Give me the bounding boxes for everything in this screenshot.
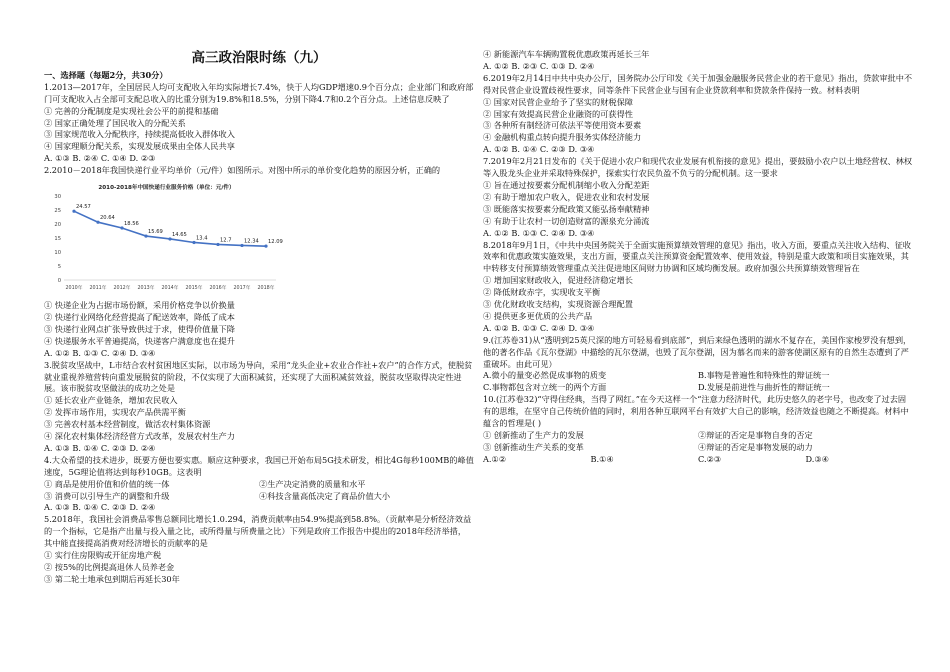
answer-c: C.②③ [698,453,722,464]
answer-b: B.①④ [590,453,614,464]
option: ④ 提供更多更优质的公共产品 [483,310,593,321]
option: ④ 快递服务水平普遍提高，快递客户满意度也在提升 [44,335,235,346]
option: ④ 有助于让农村一切创造财富的源泉充分涌流 [483,215,650,226]
option: ② 有助于增加农户收入，促进农业和农村发展 [483,191,650,202]
page-title: 高三政治限时练（九） [191,50,327,66]
price-chart [44,180,289,298]
option: ① 创新推动了生产力的发展 [483,430,584,440]
data-label: 15.69 [148,229,163,236]
section-heading: 一、选择题（每题2分，共30分） [44,69,168,80]
option-grid [44,479,474,503]
y-tick-label: 5 [57,264,61,271]
question-8 [483,240,913,335]
option: D.发展是前进性与曲折性的辩证统一 [698,382,830,393]
question-9 [483,335,913,395]
option: ④ 新能源汽车车辆购置税优惠政策再延长三年 [483,49,650,59]
data-label: 20.64 [100,215,115,222]
option: ① 国家对民营企业给予了坚实的财税保障 [483,96,633,107]
option: ③ 优化财政收支结构，实现资源合理配置 [483,299,633,310]
answer-choices [483,454,913,466]
question-text: 8.2018年9月1日，《中共中央国务院关于全面实施预算绩效管理的意见》指出，收入方面，要重点关注收入结构、征收效率和优惠政策实施效果，支出方面，要重点关注预算资金配置效率、使用效益，特别是重大政策和项目实施效果，其中转移支付预算绩效管理重点关注促进地区间财力协调和区域均衡发展。政府加强公共预算绩效管理旨在 [483,239,911,274]
option: ① 完善的分配制度是实现社会公平的前提和基础 [44,105,219,116]
question-3 [44,360,474,455]
question-text: 4.大众希望的技术进步，既要方便也要实惠。顺应这种要求，我国已开始布局5G技术研发，相比4G每秒100MB的峰值速度，5G理论值将达到每秒10GB。这表明 [44,454,474,477]
x-tick-label: 2017年 [233,286,251,292]
question-text: 5.2018年，我国社会消费品零售总额同比增长1.0.294，消费贡献率由54.9%提高到58.8%。（贡献率是分析经济效益的一个指标，它是指产出量与投入量之比，或所得量与所费量之比）下列是政府工作报告中提出的2018年经济举措，其中能直接提高消费对经济增长的贡献率的是 [44,514,472,549]
option: ① 延长农业产业链条，增加农民收入 [44,395,178,406]
answer-choices: A. ①② B. ①③ C. ②④ D. ③④ [483,227,595,238]
question-10 [483,394,913,465]
option: ③ 既能落实按要素分配政策又能弘扬奉献精神 [483,203,650,214]
question-text: 7.2019年2月21日发布的《关于促进小农户和现代农业发展有机衔接的意见》提出，要鼓励小农户以土地经营权、林权等入股龙头企业并采取特殊保护，探索实行农民负盈不负亏的分配机制。这一要求 [483,156,913,179]
x-tick-label: 2014年 [161,286,179,292]
data-label: 13.4 [196,235,208,242]
answer-choices: A. ①② B. ②③ C. ①③ D. ②④ [483,60,595,71]
question-5 [44,514,474,585]
option: ②生产决定消费的质量和水平 [259,478,366,489]
option: ③ 第二轮土地承包到期后再延长30年 [44,573,180,584]
y-tick-label: 15 [54,236,61,243]
option: ③ 消费可以引导生产的调整和升级 [44,490,170,501]
data-label: 24.57 [76,204,91,211]
option-grid [483,370,913,394]
question-text: 2.2010－2018年我国快递行业平均单价（元/件）如图所示。对图中所示的单价变化趋势的原因分析，正确的 [44,165,441,176]
question-2 [44,165,474,359]
option-grid [483,430,913,454]
option: ② 降低财政赤字，实现收支平衡 [483,287,601,298]
y-tick-label: 10 [54,250,61,257]
answer-a: A.①② [483,453,507,464]
question-1 [44,82,474,165]
question-7 [483,156,913,239]
question-6 [483,73,913,156]
answer-d: D.③④ [805,453,830,464]
x-tick-label: 2010年 [65,286,83,292]
question-4 [44,455,474,515]
data-label: 12.7 [220,237,232,244]
answer-choices: A. ①② B. ①④ C. ②③ D. ③④ [483,144,595,155]
question-text: 9.(江苏卷31)从“透明到25英尺深的地方可轻易看到底部”，到后来绿色透明的湖水不复存在，美国作家梭罗没有想到，他的著名作品《瓦尔登湖》中描绘的瓦尔登湖，也毁了瓦尔登湖，因为慕名而来的游客使湖区原有的自然生态遭到了严重破坏。由此可见） [483,334,912,369]
option: ②辩证的否定是事物自身的否定 [698,430,813,440]
option: ③ 快递行业网点扩张导致供过于求，使得价值量下降 [44,323,235,334]
option: ① 旨在通过按要素分配机制缩小收入分配差距 [483,179,650,190]
option: ② 发挥市场作用，实现农产品供需平衡 [44,407,186,418]
chart-title: 2010-2018年中国快递行业服务价格（单位：元/件） [98,185,235,192]
x-tick-label: 2018年 [257,286,275,292]
option: ① 快递企业为占据市场份额，采用价格竞争以价换量 [44,300,235,311]
question-text: 6.2019年2月14日中共中央办公厅，国务院办公厅印发《关于加强金融服务民营企业的若干意见》指出，贷款审批中不得对民营企业设置歧视性要求，同等条件下民营企业与国有企业贷款利率和贷款条件保持一致。材料表明 [483,72,913,95]
question-text: 1.2013—2017年，全国居民人均可支配收入年均实际增长7.4%，快于人均GDP增速0.9个百分点；企业部门和政府部门可支配收入占全部可支配总收入的比重分别为19.8%和18.5%，分别下降4.7和0.2个百分点。上述信息反映了 [44,81,474,104]
option: A.微小的量变必然促成事物的质变 [483,370,607,381]
y-tick-label: 20 [54,222,61,229]
option: ② 快递行业网络化经营提高了配送效率，降低了成本 [44,311,235,322]
option: ④科技含量高低决定了商品价值大小 [259,490,391,501]
x-tick-label: 2016年 [209,286,227,292]
answer-choices: A. ①② B. ①③ C. ②④ D. ③④ [483,322,595,333]
option: ① 实行住房限购或开征房地产税 [44,550,162,561]
answer-choices: A. ①③ B. ②④ C. ①④ D. ②③ [44,153,156,164]
question-text: 10.(江苏卷32)“守得住经典，当得了网红。”在今天这样一个“注意力经济时代，此历史悠久的老字号，也改变了过去固有的思维，在坚守自己传统价值的同时，利用各种互联网平台有效扩大自己的影响，经济效益也随之不断提高。材料中蕴含的哲理是( ) [483,394,909,429]
question-text: 3.脱贫攻坚战中，L市结合农村贫困地区实际，以市场为导向，采用“龙头企业+农业合作社+农户”的合作方式，使脱贫就业重视养殖营转向重发展脱贫的阶段，不仅实现了大面积减贫，还实现了大面积减贫效益，脱贫攻坚取得决定性进展。该市脱贫攻坚做法的成功之处是 [44,359,473,394]
x-tick-label: 2011年 [89,286,107,292]
answer-choices: A. ①② B. ①③ C. ②④ D. ③④ [44,347,156,358]
answer-choices: A. ①③ B. ①④ C. ②③ D. ②④ [44,502,156,513]
option: ③ 完善农村基本经营制度，做活农村集体资源 [44,419,211,430]
right-column [483,49,913,466]
answer-choices: A. ①③ B. ①④ C. ②③ D. ②④ [44,442,156,453]
data-label: 12.34 [244,238,259,245]
y-tick-label: 30 [54,194,61,201]
option: ② 按5%的比例提高退休人员养老金 [44,562,175,572]
option: ④ 深化农村集体经济经营方式改革，发展农村生产力 [44,431,235,442]
x-tick-label: 2015年 [185,286,203,292]
option: C.事物都包含对立统一的两个方面 [483,382,607,393]
x-tick-label: 2012年 [113,286,131,292]
option: ③ 国家规范收入分配秩序，持续提高低收入群体收入 [44,129,235,140]
option: ④辩证的否定是事物发展的动力 [698,441,813,452]
option: ② 国家有效提高民营企业融资的可获得性 [483,108,633,119]
y-tick-label: 0 [57,278,61,285]
option: ① 商品是使用价值和价值的统一体 [44,478,170,489]
left-column [44,50,474,586]
option: ④ 国家理顺分配关系，实现发展成果由全体人民共享 [44,141,235,152]
data-label: 14.65 [172,232,187,239]
option: B.事物是普遍性和特殊性的辩证统一 [698,370,830,381]
data-label: 12.09 [268,239,283,246]
option: ④ 金融机构重点转向提升服务实体经济能力 [483,132,642,143]
x-tick-label: 2013年 [137,286,155,292]
line-chart-svg [44,180,289,298]
option: ③ 创新推动生产关系的变革 [483,441,584,452]
y-tick-label: 25 [54,208,61,215]
data-label: 18.56 [124,221,139,228]
option: ① 增加国家财政收入，促进经济稳定增长 [483,275,633,286]
option: ③ 各种所有制经济可依法平等使用资本要素 [483,120,642,131]
option: ② 国家正确处理了国民收入的分配关系 [44,117,186,128]
